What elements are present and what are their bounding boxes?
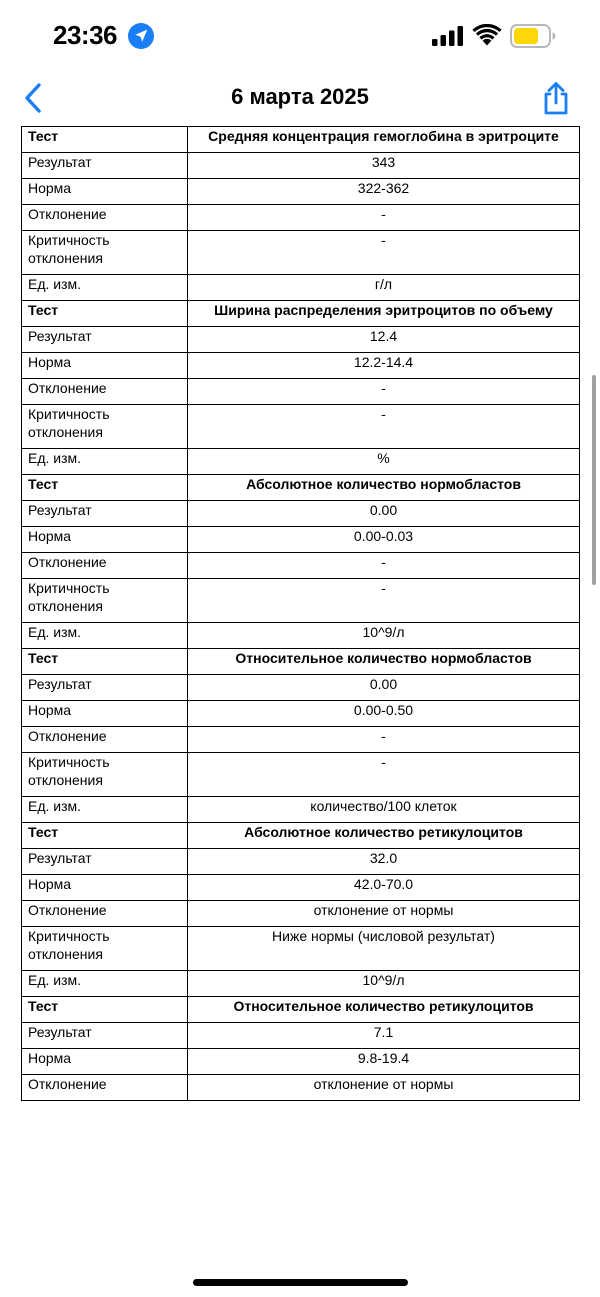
table-row bbox=[22, 927, 580, 971]
row-label-cell: Результат bbox=[22, 153, 188, 179]
page-title: 6 марта 2025 bbox=[231, 84, 369, 109]
test-name-cell: Абсолютное количество нормобластов bbox=[188, 475, 580, 501]
test-label-cell: Тест bbox=[22, 823, 188, 849]
row-label-cell: Критичность отклонения bbox=[22, 231, 188, 275]
row-value-cell: 12.2-14.4 bbox=[188, 353, 580, 379]
row-label-cell: Отклонение bbox=[22, 379, 188, 405]
row-label-cell: Ед. изм. bbox=[22, 275, 188, 301]
chevron-left-icon bbox=[18, 78, 54, 118]
test-label-cell: Тест bbox=[22, 997, 188, 1023]
row-label-cell: Ед. изм. bbox=[22, 449, 188, 475]
test-label-cell: Тест bbox=[22, 649, 188, 675]
row-value-cell: 32.0 bbox=[188, 849, 580, 875]
row-label-cell: Норма bbox=[22, 179, 188, 205]
row-value-cell: 7.1 bbox=[188, 1023, 580, 1049]
status-time: 23:36 bbox=[53, 20, 117, 50]
table-row bbox=[22, 327, 580, 353]
row-label-cell: Норма bbox=[22, 1049, 188, 1075]
row-label-cell: Норма bbox=[22, 701, 188, 727]
scrollbar[interactable] bbox=[592, 375, 596, 585]
share-button[interactable] bbox=[536, 78, 576, 118]
test-name-cell: Средняя концентрация гемоглобина в эритроците bbox=[188, 127, 580, 153]
row-label-cell: Критичность отклонения bbox=[22, 753, 188, 797]
row-value-cell: Ниже нормы (числовой результат) bbox=[188, 927, 580, 971]
table-row bbox=[22, 153, 580, 179]
table-row bbox=[22, 797, 580, 823]
share-icon bbox=[536, 78, 576, 118]
row-label-cell: Отклонение bbox=[22, 901, 188, 927]
test-header-row bbox=[22, 301, 580, 327]
row-label-cell: Результат bbox=[22, 501, 188, 527]
row-value-cell: 10^9/л bbox=[188, 971, 580, 997]
table-row bbox=[22, 901, 580, 927]
table-row bbox=[22, 231, 580, 275]
row-label-cell: Критичность отклонения bbox=[22, 405, 188, 449]
row-value-cell: 0.00 bbox=[188, 675, 580, 701]
row-value-cell: 42.0-70.0 bbox=[188, 875, 580, 901]
row-value-cell: отклонение от нормы bbox=[188, 901, 580, 927]
table-row bbox=[22, 275, 580, 301]
test-name-cell: Относительное количество ретикулоцитов bbox=[188, 997, 580, 1023]
row-value-cell: г/л bbox=[188, 275, 580, 301]
test-name-cell: Абсолютное количество ретикулоцитов bbox=[188, 823, 580, 849]
table-row bbox=[22, 449, 580, 475]
row-value-cell: - bbox=[188, 553, 580, 579]
row-value-cell: 0.00-0.03 bbox=[188, 527, 580, 553]
row-label-cell: Ед. изм. bbox=[22, 971, 188, 997]
row-label-cell: Норма bbox=[22, 875, 188, 901]
table-row bbox=[22, 1023, 580, 1049]
location-icon bbox=[128, 23, 154, 49]
nav-bar bbox=[0, 70, 600, 126]
table-row bbox=[22, 1049, 580, 1075]
table-row bbox=[22, 353, 580, 379]
row-label-cell: Ед. изм. bbox=[22, 797, 188, 823]
table-row bbox=[22, 753, 580, 797]
results-table bbox=[21, 126, 580, 1101]
row-value-cell: количество/100 клеток bbox=[188, 797, 580, 823]
table-row bbox=[22, 205, 580, 231]
row-value-cell: 12.4 bbox=[188, 327, 580, 353]
table-row bbox=[22, 675, 580, 701]
row-label-cell: Отклонение bbox=[22, 205, 188, 231]
back-button[interactable] bbox=[18, 78, 54, 118]
table-row bbox=[22, 1075, 580, 1101]
test-header-row bbox=[22, 649, 580, 675]
home-indicator[interactable] bbox=[193, 1279, 408, 1286]
test-header-row bbox=[22, 823, 580, 849]
row-label-cell: Отклонение bbox=[22, 553, 188, 579]
table-row bbox=[22, 623, 580, 649]
row-label-cell: Критичность отклонения bbox=[22, 927, 188, 971]
test-header-row bbox=[22, 475, 580, 501]
test-header-row bbox=[22, 127, 580, 153]
table-row bbox=[22, 379, 580, 405]
table-row bbox=[22, 579, 580, 623]
row-label-cell: Критичность отклонения bbox=[22, 579, 188, 623]
table-row bbox=[22, 727, 580, 753]
row-value-cell: - bbox=[188, 579, 580, 623]
table-row bbox=[22, 527, 580, 553]
row-value-cell: 343 bbox=[188, 153, 580, 179]
table-row bbox=[22, 553, 580, 579]
table-row bbox=[22, 501, 580, 527]
table-row bbox=[22, 405, 580, 449]
row-value-cell: - bbox=[188, 231, 580, 275]
table-row bbox=[22, 875, 580, 901]
row-value-cell: 0.00 bbox=[188, 501, 580, 527]
row-value-cell: отклонение от нормы bbox=[188, 1075, 580, 1101]
row-value-cell: - bbox=[188, 753, 580, 797]
table-row bbox=[22, 971, 580, 997]
row-value-cell: 10^9/л bbox=[188, 623, 580, 649]
row-value-cell: - bbox=[188, 405, 580, 449]
row-label-cell: Отклонение bbox=[22, 727, 188, 753]
row-label-cell: Результат bbox=[22, 1023, 188, 1049]
test-header-row bbox=[22, 997, 580, 1023]
test-label-cell: Тест bbox=[22, 127, 188, 153]
results-table-container[interactable] bbox=[21, 126, 580, 1250]
row-label-cell: Результат bbox=[22, 675, 188, 701]
battery-icon bbox=[510, 24, 556, 48]
row-label-cell: Норма bbox=[22, 527, 188, 553]
test-label-cell: Тест bbox=[22, 301, 188, 327]
test-name-cell: Ширина распределения эритроцитов по объему bbox=[188, 301, 580, 327]
row-value-cell: 0.00-0.50 bbox=[188, 701, 580, 727]
row-label-cell: Ед. изм. bbox=[22, 623, 188, 649]
row-label-cell: Результат bbox=[22, 849, 188, 875]
table-row bbox=[22, 179, 580, 205]
test-name-cell: Относительное количество нормобластов bbox=[188, 649, 580, 675]
row-value-cell: - bbox=[188, 727, 580, 753]
test-label-cell: Тест bbox=[22, 475, 188, 501]
wifi-icon bbox=[472, 24, 502, 46]
row-value-cell: 9.8-19.4 bbox=[188, 1049, 580, 1075]
row-value-cell: - bbox=[188, 205, 580, 231]
row-label-cell: Результат bbox=[22, 327, 188, 353]
table-row bbox=[22, 849, 580, 875]
status-bar bbox=[0, 0, 600, 70]
row-value-cell: - bbox=[188, 379, 580, 405]
row-label-cell: Норма bbox=[22, 353, 188, 379]
signal-icon bbox=[432, 26, 464, 46]
row-value-cell: 322-362 bbox=[188, 179, 580, 205]
table-row bbox=[22, 701, 580, 727]
row-label-cell: Отклонение bbox=[22, 1075, 188, 1101]
row-value-cell: % bbox=[188, 449, 580, 475]
